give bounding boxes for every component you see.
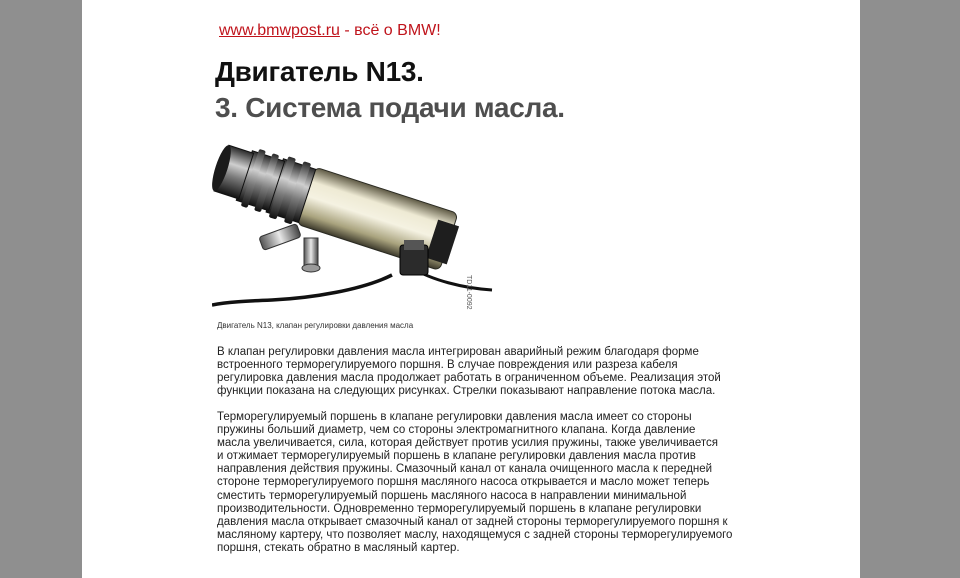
paragraph-line: масла увеличивается, сила, которая действует против усилия пружины, также увеличивается xyxy=(217,437,719,450)
paragraph-line: сместить терморегулируемый поршень масляного насоса в направлении минимальной xyxy=(217,489,687,502)
paragraph-line: давления масла открывает смазочный канал от задней стороны терморегулируемого поршня к xyxy=(217,515,728,528)
paragraph-1 xyxy=(217,346,777,398)
paragraph-line: и отжимает терморегулируемый поршень в клапане регулировки давления масла против xyxy=(217,450,696,463)
figure-code: TD11-0092 xyxy=(465,275,472,310)
valve-illustration-drawing xyxy=(212,140,502,320)
paragraph-line: встроенного терморегулируемого поршня. В случае повреждения или разреза кабеля xyxy=(217,359,678,372)
document-title: Двигатель N13. xyxy=(215,56,424,87)
paragraph-line: регулировка давления масла продолжает работать в ограниченном объеме. Реализация этой xyxy=(217,372,721,385)
paragraph-line: В клапан регулировки давления масла интегрирован аварийный режим благодаря форме xyxy=(217,346,699,358)
paragraph-line: производительности. Одновременно терморегулируемый поршень в клапане регулировки xyxy=(217,502,702,515)
paragraph-line: масляному картеру, что позволяет маслу, находящемуся с задней стороны терморегулируемого xyxy=(217,528,733,541)
paragraph-line: Терморегулируемый поршень в клапане регулировки давления масла имеет со стороны xyxy=(217,411,692,423)
section-title: 3. Система подачи масла. xyxy=(215,92,565,123)
site-link[interactable]: www.bmwpost.ru xyxy=(219,22,340,39)
site-tagline: - всё о BMW! xyxy=(339,22,441,39)
valve-illustration xyxy=(212,140,502,320)
paragraph-line: функции показана на следующих рисунках. Стрелки показывают направление потока масла. xyxy=(217,385,716,398)
site-header xyxy=(219,22,441,40)
figure-caption: Двигатель N13, клапан регулировки давления масла xyxy=(217,321,414,330)
document-page xyxy=(82,0,860,578)
paragraph-line: направления действия пружины. Смазочный канал от канала очищенного масла к передней xyxy=(217,463,713,476)
paragraph-2 xyxy=(217,411,777,555)
paragraph-line: стороне терморегулируемого поршня масляного насоса открывается и масло может теперь xyxy=(217,476,710,489)
paragraph-line: пружины больший диаметр, чем со стороны электромагнитного клапана. Когда давление xyxy=(217,424,696,437)
paragraph-line: поршня, стекать обратно в масляный картер. xyxy=(217,541,460,554)
